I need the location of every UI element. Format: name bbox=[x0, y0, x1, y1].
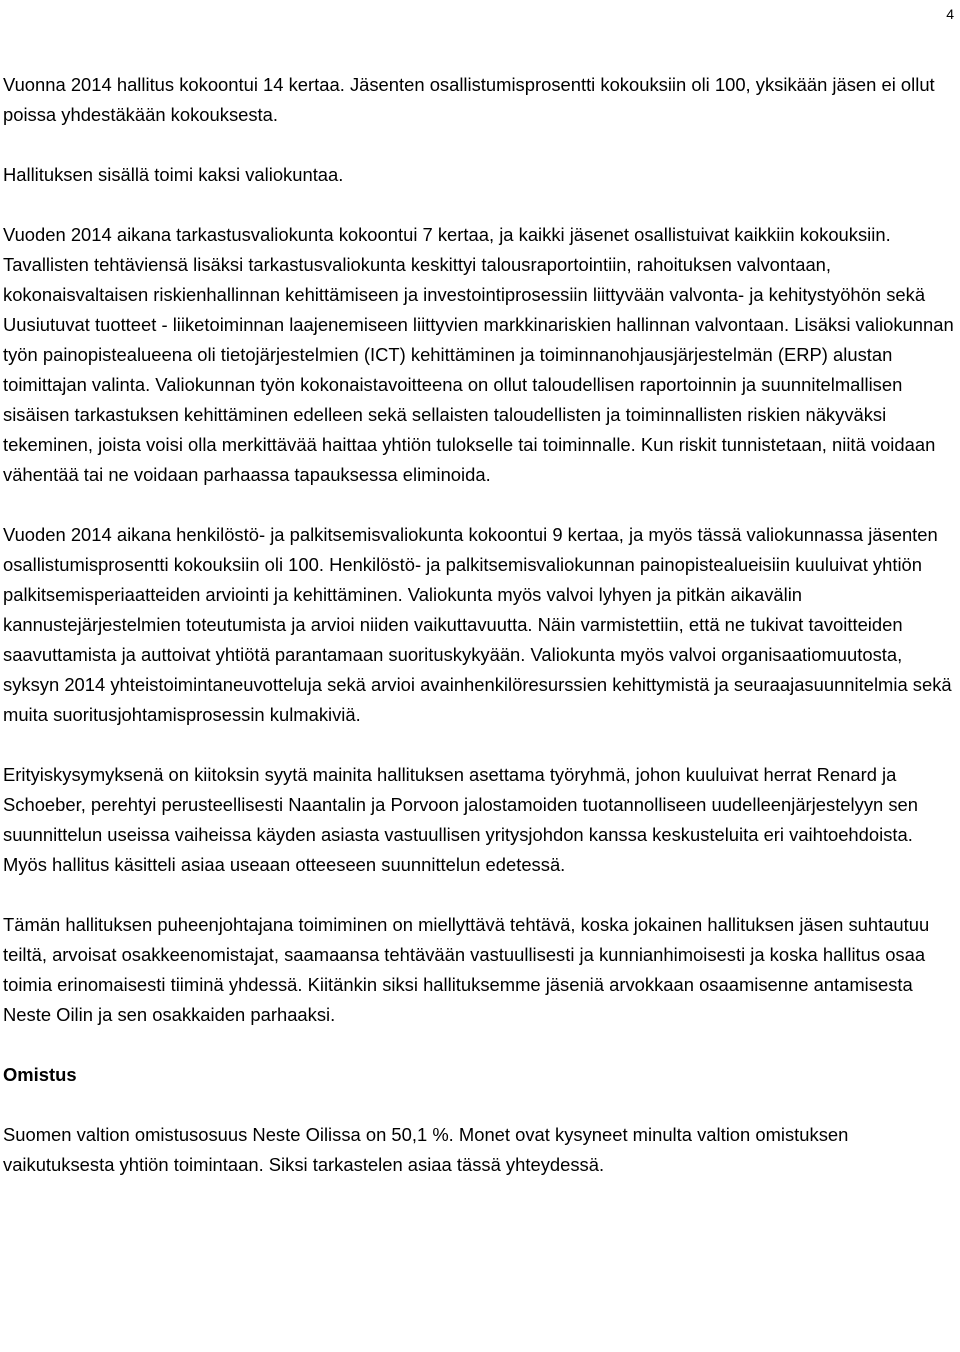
paragraph-working-group: Erityiskysymyksenä on kiitoksin syytä mainita hallituksen asettama työryhmä, johon kuuluivat herrat Renard ja Schoeber, perehtyi perusteellisesti Naantalin ja Porvoon jalostamoiden tuotannolliseen uudelleenjärjestelyyn sen suunnittelun useissa vaiheissa käyden asiasta vastuullisen yritysjohdon kanssa keskusteluita eri vaihtoehdoista. Myös hallitus käsitteli asiaa useaan otteeseen suunnittelun edetessä. bbox=[3, 764, 918, 875]
page-number: 4 bbox=[946, 6, 954, 22]
paragraph-audit-committee: Vuoden 2014 aikana tarkastusvaliokunta kokoontui 7 kertaa, ja kaikki jäsenet osallistuivat kaikkiin kokouksiin. Tavallisten tehtäviensä lisäksi tarkastusvaliokunta keskittyi talousraportointiin, rahoituksen valvontaan, kokonaisvaltaisen riskienhallinnan kehittämiseen ja investointiprosessiin liittyvään valvonta- ja kehitystyöhön sekä Uusiutuvat tuotteet - liiketoiminnan laajenemiseen liittyvien markkinariskien hallinnan valvontaan. Lisäksi valiokunnan työn painopistealueena oli tietojärjestelmien (ICT) kehittäminen ja toiminnanohjausjärjestelmän (ERP) alustan toimittajan valinta. Valiokunnan työn kokonaistavoitteena on ollut taloudellisen raportoinnin ja suunnitelmallisen sisäisen tarkastuksen kehittäminen edelleen sekä sellaisten taloudellisten ja toiminnallisten riskien näkyväksi tekeminen, joista voisi olla merkittävää haittaa yhtiön tulokselle tai toiminnalle. Kun riskit tunnistetaan, niitä voidaan vähentää tai ne voidaan parhaassa tapauksessa eliminoida. bbox=[3, 224, 954, 485]
section-heading-ownership: Omistus bbox=[3, 1064, 77, 1085]
paragraph-meetings: Vuonna 2014 hallitus kokoontui 14 kertaa. Jäsenten osallistumisprosentti kokouksiin oli 100, yksikään jäsen ei ollut poissa yhdestäkään kokouksesta. bbox=[3, 74, 935, 125]
paragraph-thanks: Tämän hallituksen puheenjohtajana toimiminen on miellyttävä tehtävä, koska jokainen hallituksen jäsen suhtautuu teiltä, arvoisat osakkeenomistajat, saamaansa tehtävään vastuullisesti ja kunnianhimoisesti ja koska hallitus osaa toimia erinomaisesti tiiminä yhdessä. Kiitänkin siksi hallituksemme jäseniä arvokkaan osaamisenne antamisesta Neste Oilin ja sen osakkaiden parhaaksi. bbox=[3, 914, 930, 1025]
document-body bbox=[3, 70, 956, 1210]
paragraph-committees: Hallituksen sisällä toimi kaksi valiokuntaa. bbox=[3, 164, 344, 185]
paragraph-ownership: Suomen valtion omistusosuus Neste Oilissa on 50,1 %. Monet ovat kysyneet minulta valtion omistuksen vaikutuksesta yhtiön toimintaan. Siksi tarkastelen asiaa tässä yhteydessä. bbox=[3, 1124, 849, 1175]
paragraph-personnel-committee: Vuoden 2014 aikana henkilöstö- ja palkitsemisvaliokunta kokoontui 9 kertaa, ja myös tässä valiokunnassa jäsenten osallistumisprosentti kokouksiin oli 100. Henkilöstö- ja palkitsemisvaliokunnan painopistealueisiin kuuluivat yhtiön palkitsemisperiaatteiden arviointi ja kehittäminen. Valiokunta myös valvoi lyhyen ja pitkän aikavälin kannustejärjestelmien toteutumista ja arvioi niiden vaikuttavuutta. Näin varmistettiin, että ne tukivat tavoitteiden saavuttamista ja auttoivat yhtiötä parantamaan suorituskykyään. Valiokunta myös valvoi organisaatiomuutosta, syksyn 2014 yhteistoimintaneuvotteluja sekä arvioi avainhenkilöresurssien kehittymistä ja seuraajasuunnitelmia sekä muita suoritusjohtamisprosessin kulmakiviä. bbox=[3, 524, 952, 725]
